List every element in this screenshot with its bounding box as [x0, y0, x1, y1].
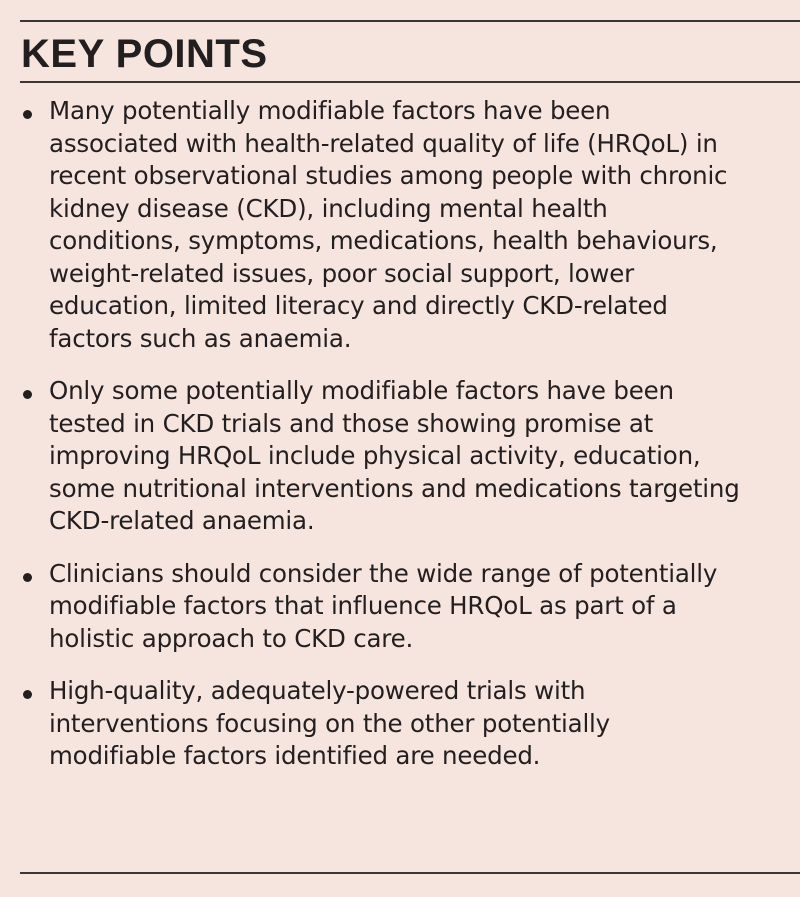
- key-point-item: [20, 375, 800, 538]
- key-point-text-line: Clinicians should consider the wide range of potentially: [49, 558, 718, 588]
- key-point-text-line: modifiable factors identified are needed.: [49, 741, 541, 770]
- key-point-item: [20, 558, 800, 656]
- bullet-icon: [23, 690, 32, 699]
- key-point-text-line: weight-related issues, poor social support, lower: [49, 258, 635, 288]
- key-point-text-line: improving HRQoL include physical activity, education,: [49, 441, 701, 470]
- key-point-text-line: conditions, symptoms, medications, health behaviours,: [49, 226, 718, 255]
- key-point-text-line: CKD-related anaemia.: [49, 506, 315, 535]
- key-point-text-line: associated with health-related quality of life (HRQoL) in: [49, 128, 718, 158]
- bullet-icon: [23, 390, 32, 399]
- bullet-icon: [23, 573, 32, 582]
- key-point-text-line: High-quality, adequately-powered trials with: [49, 676, 586, 705]
- key-point-text-line: factors such as anaemia.: [49, 323, 352, 353]
- bullet-icon: [23, 110, 32, 119]
- key-point-text-line: interventions focusing on the other potentially: [49, 708, 610, 738]
- key-point-item: [20, 675, 800, 773]
- top-rule: [20, 20, 800, 22]
- key-point-text-line: some nutritional interventions and medications targeting: [49, 473, 740, 503]
- bottom-rule: [20, 872, 800, 874]
- key-point-item: [20, 95, 800, 355]
- key-point-text-line: recent observational studies among people with chronic: [49, 161, 728, 190]
- title-rule: [20, 81, 800, 83]
- key-point-text-line: modifiable factors that influence HRQoL as part of a: [49, 591, 677, 620]
- key-point-text-line: Only some potentially modifiable factors have been: [49, 376, 674, 405]
- box-title: KEY POINTS: [21, 32, 268, 76]
- key-point-text-line: Many potentially modifiable factors have been: [49, 96, 611, 125]
- key-point-text-line: holistic approach to CKD care.: [49, 623, 414, 653]
- key-point-text-line: education, limited literacy and directly CKD-related: [49, 291, 668, 320]
- key-point-text-line: tested in CKD trials and those showing promise at: [49, 408, 654, 438]
- key-point-text-line: kidney disease (CKD), including mental health: [49, 193, 608, 223]
- key-points-list: [20, 95, 800, 793]
